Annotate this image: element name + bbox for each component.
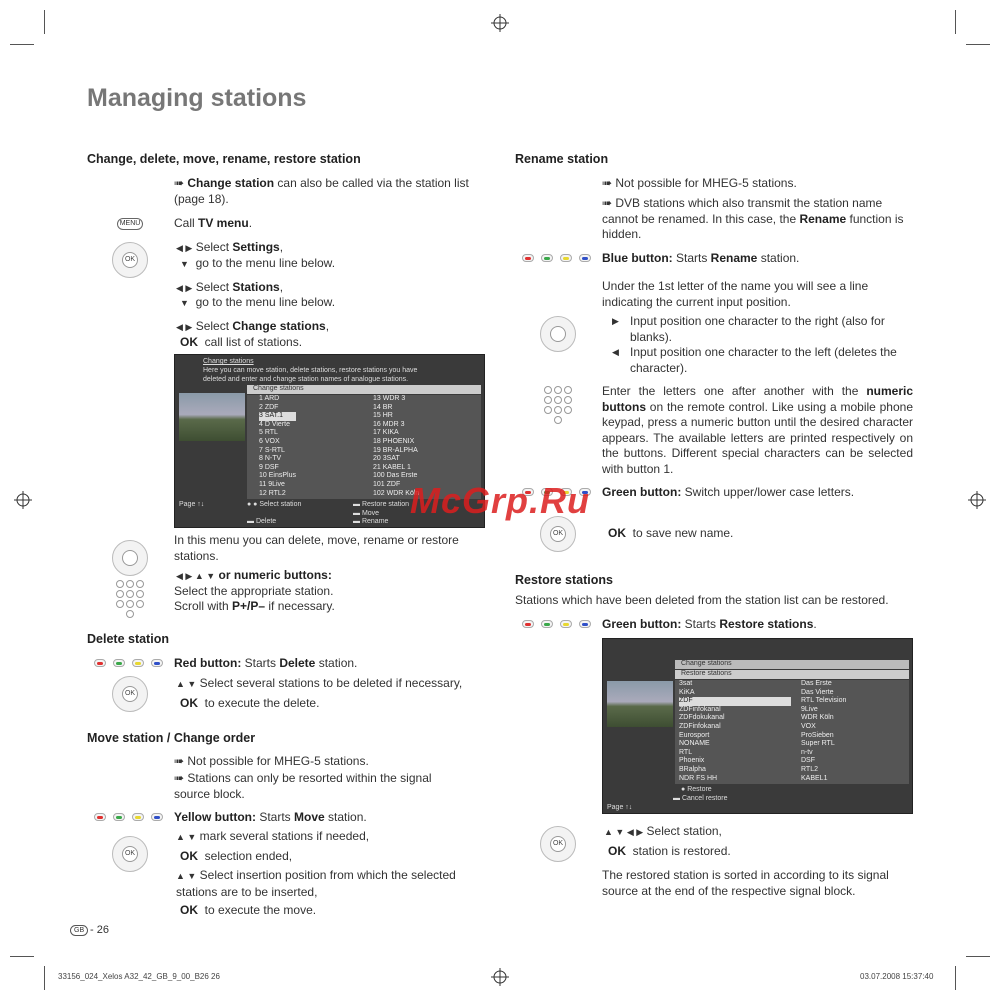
station-item[interactable]: RTL <box>679 748 693 756</box>
station-item[interactable]: Das Vierte <box>801 688 834 696</box>
crop-mark <box>955 966 956 990</box>
instruction: ▲ ▼ mark several stations if needed, <box>176 829 370 843</box>
instruction: ▲ ▼ ◀ ▶ Select station, <box>604 824 722 838</box>
instruction: OK to execute the delete. <box>180 696 320 710</box>
station-item[interactable]: 16 MDR 3 <box>373 420 405 428</box>
list-header: Change stations <box>247 385 481 394</box>
crop-mark <box>10 44 34 45</box>
station-item[interactable]: Phoenix <box>679 757 705 765</box>
instruction: Yellow button: Starts Move station. <box>174 810 367 824</box>
note: ➠ Change station can also be called via the station list (page 18). <box>174 176 469 206</box>
paragraph: Enter the letters one after another with the numeric buttons on the remote control. Like using a mobile phone keypad, press a numeric button until the desired character appears. The available letters are printed respectively on the buttons. Different special characters can be selected with button 1. <box>602 384 913 476</box>
note: ➠ Not possible for MHEG-5 stations. <box>174 754 369 768</box>
station-item[interactable]: 13 WDR 3 <box>373 395 406 402</box>
station-item[interactable]: 3sat <box>679 680 693 687</box>
page-hint: Page ↑↓ <box>179 501 205 508</box>
paragraph: Under the 1st letter of the name you will see a line indicating the current input position. <box>602 279 869 309</box>
instruction: ◀ ▶ Select Stations, <box>176 280 284 294</box>
instruction: Red button: Starts Delete station. <box>174 656 358 670</box>
hint-cancel: ▬ Cancel restore <box>673 795 728 802</box>
station-item[interactable]: KiKA <box>679 688 695 696</box>
station-item[interactable]: RTL2 <box>801 765 818 773</box>
screen-desc: Here you can move station, delete stations, restore stations you have <box>203 367 418 374</box>
station-list <box>675 680 909 784</box>
crop-mark <box>955 10 956 34</box>
crop-mark <box>44 966 45 990</box>
hint-rename: ▬ Rename <box>353 518 389 525</box>
station-item[interactable]: BRalpha <box>679 765 706 773</box>
page-hint: Page ↑↓ <box>607 804 633 811</box>
instruction: OK station is restored. <box>608 844 731 858</box>
list-header: Restore stations <box>675 670 909 679</box>
hint-delete: ▬ Delete <box>247 518 277 525</box>
hint-restore: ● Restore <box>681 786 712 793</box>
section-heading: Restore stations <box>515 573 613 587</box>
instruction: ▲ ▼ Select insertion position from which the selected stations are to be inserted, <box>176 868 456 899</box>
color-buttons-icon <box>522 620 591 628</box>
hint-select: ● ● Select station <box>247 501 302 508</box>
station-item[interactable]: 6 VOX <box>259 437 280 445</box>
station-item[interactable]: NDR FS HH <box>679 774 718 782</box>
station-item[interactable]: 3 SAT.1 <box>259 412 296 421</box>
color-buttons-icon <box>94 813 163 821</box>
navigation-pad-icon: OK <box>540 516 576 552</box>
station-item[interactable]: ZDFdokukanal <box>679 714 725 722</box>
color-buttons-icon <box>94 659 163 667</box>
note: ➠ DVB stations which also transmit the station name cannot be renamed. In this case, the Rename function is hidden. <box>602 196 904 241</box>
menu-header: Change stations <box>675 660 909 669</box>
station-item[interactable]: 11 9Live <box>259 480 285 488</box>
station-item[interactable]: 10 EinsPlus <box>259 472 296 480</box>
paragraph: In this menu you can delete, move, rename or restore stations. <box>174 533 459 563</box>
navigation-pad-icon: OK <box>540 826 576 862</box>
instruction: Green button: Starts Restore stations. <box>602 617 817 631</box>
station-item[interactable]: 17 KIKA <box>373 429 399 437</box>
note: ➠ Not possible for MHEG-5 stations. <box>602 176 797 190</box>
crop-mark <box>966 956 990 957</box>
instruction: ▼ go to the menu line below. <box>180 295 336 309</box>
screen-desc: deleted and enter and change station names of analogue stations. <box>203 376 409 383</box>
section-heading: Delete station <box>87 632 169 646</box>
hint-move: ▬ Move <box>353 510 380 517</box>
section-heading: Rename station <box>515 152 609 166</box>
station-item[interactable]: Das Erste <box>801 680 832 687</box>
registration-mark-icon <box>968 491 986 509</box>
station-item[interactable]: 1 ARD <box>259 395 280 402</box>
station-item[interactable]: 101 ZDF <box>373 480 401 488</box>
preview-image <box>607 681 673 727</box>
station-item[interactable]: RTL Television <box>801 697 847 705</box>
preview-image <box>179 393 245 441</box>
station-item[interactable]: KABEL1 <box>801 774 828 782</box>
station-item[interactable]: 2 ZDF <box>259 403 279 411</box>
instruction: Green button: Switch upper/lower case letters. <box>602 485 855 499</box>
navigation-pad-icon: OK <box>112 676 148 712</box>
instruction: ▶ Input position one character to the right (also for blanks). <box>612 314 885 344</box>
station-column <box>373 395 420 497</box>
watermark: McGrp.Ru <box>410 480 591 521</box>
instruction: ◀ Input position one character to the left (deletes the character). <box>612 345 897 375</box>
station-item[interactable]: 5 RTL <box>259 429 278 437</box>
numeric-keypad-icon <box>116 580 144 618</box>
station-item[interactable]: VOX <box>801 722 816 730</box>
page-number: - 26 <box>90 924 109 936</box>
station-item[interactable]: 7 S-RTL <box>259 446 285 454</box>
color-buttons-icon <box>522 254 591 262</box>
note: ➠ Stations can only be resorted within the signal source block. <box>174 771 432 801</box>
footer-date: 03.07.2008 15:37:40 <box>860 972 934 981</box>
instruction: Blue button: Starts Rename station. <box>602 251 800 265</box>
page-title: Managing stations <box>87 84 307 112</box>
paragraph: The restored station is sorted in according to its signal source at the end of the respective signal block. <box>602 868 889 898</box>
hint-restore: ▬ Restore station <box>353 501 410 508</box>
station-item[interactable]: 12 RTL2 <box>259 489 286 497</box>
station-item[interactable]: Eurosport <box>679 731 710 739</box>
navigation-pad-icon <box>540 316 576 352</box>
registration-mark-icon <box>14 491 32 509</box>
instruction: Scroll with P+/P– if necessary. <box>174 599 335 613</box>
station-item[interactable]: 4 D Vierte <box>259 420 290 428</box>
station-item[interactable]: 20 3SAT <box>373 455 400 463</box>
navigation-pad-icon: OK <box>112 836 148 872</box>
paragraph: Stations which have been deleted from the station list can be restored. <box>515 593 889 607</box>
registration-mark-icon <box>491 968 509 986</box>
station-item[interactable]: 21 KABEL 1 <box>373 463 411 471</box>
tv-screen-restore-stations <box>602 638 913 814</box>
station-item[interactable]: 19 BR-ALPHA <box>373 446 418 454</box>
station-item[interactable]: 9Live <box>801 705 818 713</box>
numeric-keypad-icon <box>544 386 572 424</box>
instruction: Call TV menu. <box>174 216 253 230</box>
section-heading: Change, delete, move, rename, restore station <box>87 152 361 166</box>
station-item[interactable]: 9 DSF <box>259 463 279 471</box>
instruction: ◀ ▶ Select Settings, <box>176 240 284 254</box>
station-item[interactable]: 18 PHOENIX <box>373 437 415 445</box>
screen-title: Change stations <box>203 358 254 365</box>
station-item[interactable]: NONAME <box>679 740 710 748</box>
station-item[interactable]: n-tv <box>801 748 813 756</box>
instruction: Select the appropriate station. <box>174 584 334 598</box>
station-item[interactable]: ProSieben <box>801 731 834 739</box>
station-column <box>679 680 791 782</box>
registration-mark-icon <box>491 14 509 32</box>
instruction: OK to execute the move. <box>180 903 317 917</box>
station-item[interactable]: Super RTL <box>801 740 835 748</box>
station-item[interactable]: 100 Das Erste <box>373 472 418 480</box>
crop-mark <box>44 10 45 34</box>
station-item[interactable]: 102 WDR Köln <box>373 489 420 497</box>
instruction: OK call list of stations. <box>180 335 303 349</box>
station-item[interactable]: ZDF <box>679 697 791 706</box>
navigation-pad-icon <box>112 540 148 576</box>
instruction: ▼ go to the menu line below. <box>180 256 336 270</box>
crop-mark <box>966 44 990 45</box>
footer-file: 33156_024_Xelos A32_42_GB_9_00_B26 26 <box>58 972 220 981</box>
station-item[interactable]: 8 N-TV <box>259 455 282 463</box>
station-item[interactable]: 14 BR <box>373 403 393 411</box>
station-item[interactable]: DSF <box>801 757 815 765</box>
language-badge: GB <box>70 925 88 936</box>
station-item[interactable]: WDR Köln <box>801 714 834 722</box>
station-column <box>259 395 296 497</box>
instruction: OK selection ended, <box>180 849 293 863</box>
navigation-pad-icon: OK <box>112 242 148 278</box>
station-item[interactable]: ZDFinfokanal <box>679 705 721 713</box>
menu-key-icon: MENU <box>117 218 143 230</box>
instruction: ◀ ▶ Select Change stations, <box>176 319 330 333</box>
station-item[interactable]: ZDFinfokanal <box>679 722 721 730</box>
crop-mark <box>10 956 34 957</box>
instruction: ▲ ▼ Select several stations to be deleted if necessary, <box>176 676 463 690</box>
instruction: ◀ ▶ ▲ ▼ or numeric buttons: <box>176 568 332 582</box>
section-heading: Move station / Change order <box>87 731 256 745</box>
station-column <box>801 680 847 782</box>
station-item[interactable]: 15 HR <box>373 412 393 420</box>
instruction: OK to save new name. <box>608 526 734 540</box>
